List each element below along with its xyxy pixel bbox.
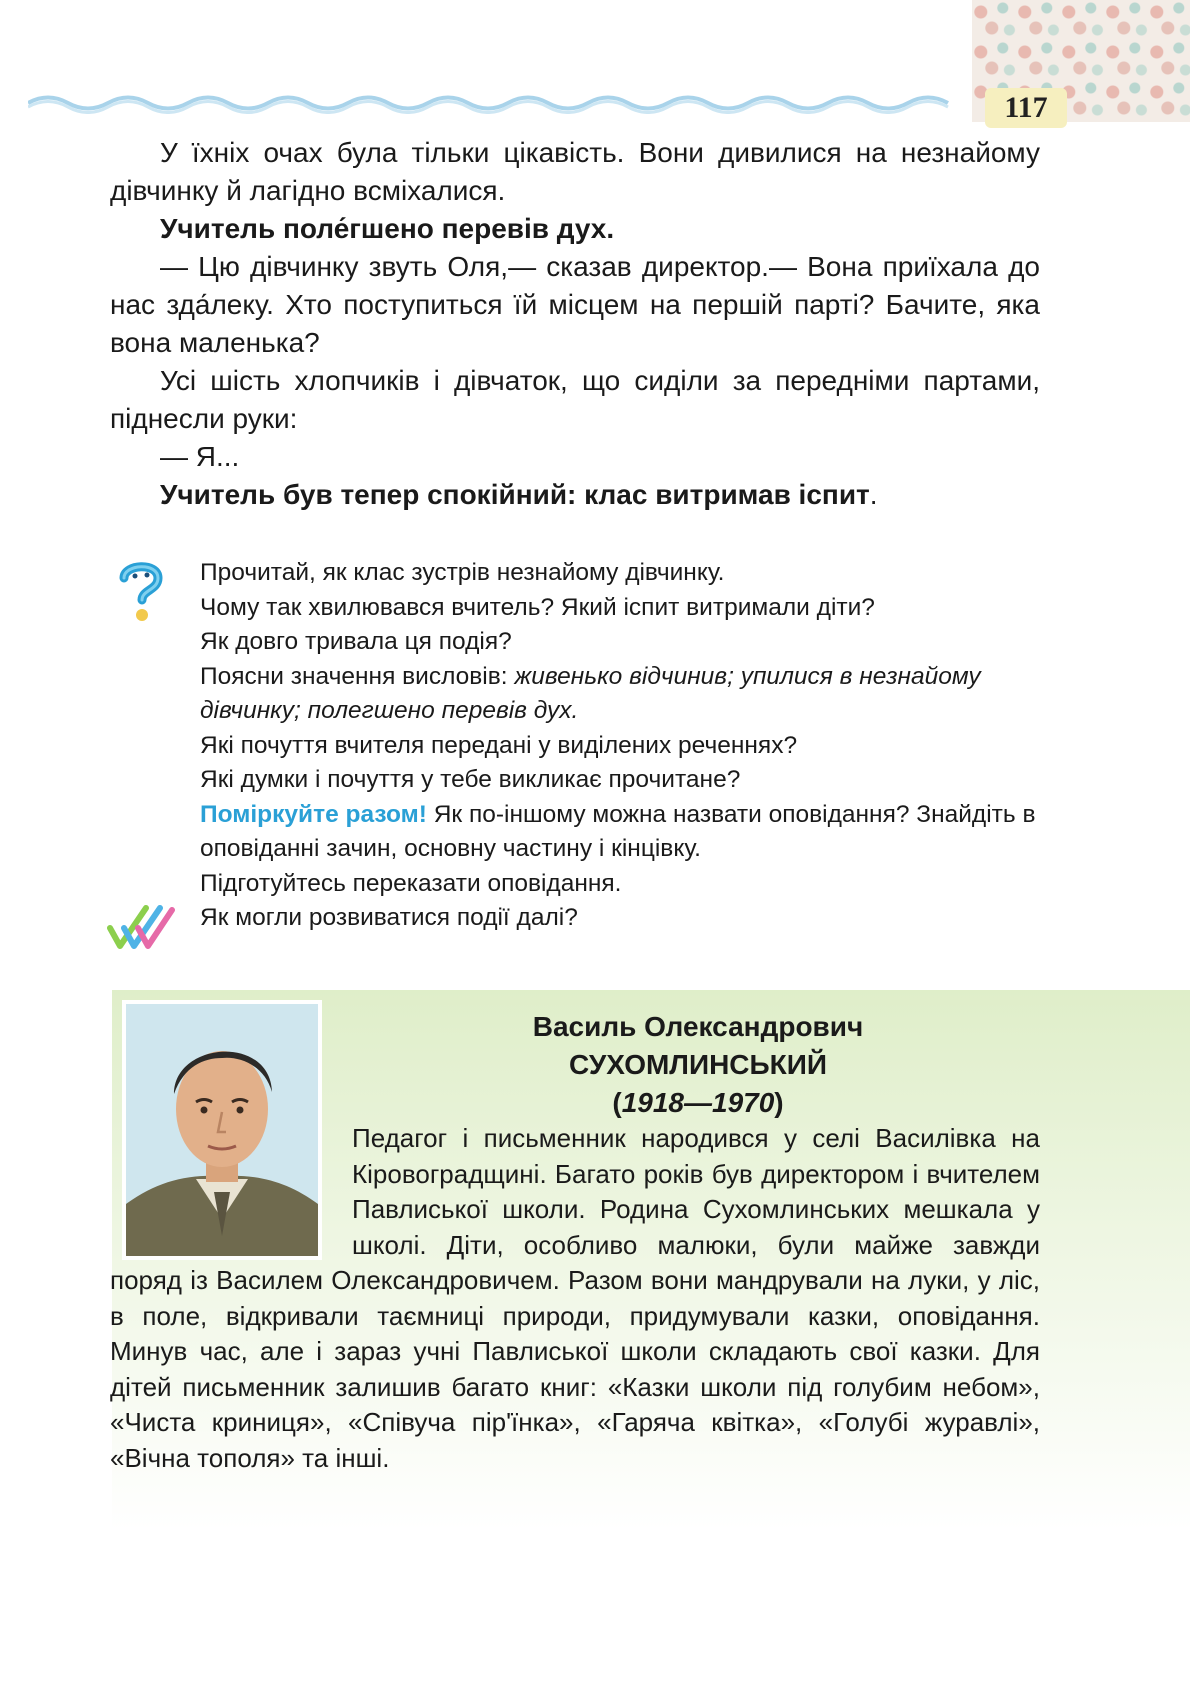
story-highlight-sentence: Учитель поле́гшено перевів дух.: [160, 213, 615, 244]
question-item: Чому так хвилювався вчитель? Який іспит витримали діти?: [200, 593, 875, 621]
question-mark-icon: [118, 560, 164, 624]
question-item: Підготуйтесь переказати оповідання.: [200, 869, 622, 897]
question-item: Як могли розвиватися події далі?: [200, 904, 578, 931]
question-item: Прочитай, як клас зустрів незнайому дівчинку.: [200, 559, 725, 586]
discuss-together-label: Поміркуйте разом!: [200, 800, 427, 828]
author-surname: СУХОМЛИНСЬКИЙ: [568, 1049, 827, 1080]
story-highlight-sentence: Учитель був тепер спокійний: клас витримав іспит.: [160, 479, 878, 510]
question-item: Поміркуйте разом! Як по-іншому можна назвати оповідання? Знайдіть в оповіданні зачин, основну частину і кінцівку.: [200, 800, 1036, 862]
check-marks-icon: [106, 902, 176, 952]
biography-text: [110, 1121, 1040, 1476]
story-text: [110, 134, 1040, 514]
author-heading: [348, 1008, 1048, 1122]
story-paragraph: У їхніх очах була тільки цікавість. Вони дивилися на незнайому дівчинку й лагідно всміхалися.: [110, 137, 1040, 206]
biography-paragraph: Педагог і письменник народився у селі Василівка на Кіровоградщині. Багато років був директором і вчителем Павлиської школи. Родина Сухомлинських мешкала у школі. Діти, особливо малюки, були майже завжди поряд із Василем Олександровичем. Разом вони мандрували на луки, у ліс, в поле, відкривали таємниці природи, придумували казки, оповідання. Минув час, але і зараз учні Павлиської школи складають свої казки. Для дітей письменник залишив багато книг: «Казки школи під голубим небом», «Чиста криниця», «Співуча пір'їнка», «Гаряча квітка», «Голубі журавлі», «Вічна тополя» та інші.: [110, 1123, 1040, 1473]
question-item: Як довго тривала ця подія?: [200, 628, 512, 655]
question-item: Які думки і почуття у тебе викликає прочитане?: [200, 766, 741, 793]
story-paragraph: — Я...: [160, 441, 240, 472]
question-item: Які почуття вчителя передані у виділених реченнях?: [200, 731, 798, 759]
author-years: (1918—1970): [612, 1087, 784, 1118]
question-item: Поясни значення висловів: живенько відчинив; упилися в незнайому дівчинку; полегшено перевів дух.: [200, 662, 981, 724]
story-paragraph: Усі шість хлопчиків і дівчаток, що сиділи за передніми партами, піднесли руки:: [110, 365, 1040, 434]
story-paragraph: — Цю дівчинку звуть Оля,— сказав директор.— Вона приїхала до нас зда́леку. Хто поступиться їй місцем на першій парті? Бачите, яка вона маленька?: [110, 251, 1040, 358]
author-name: Василь Олександрович: [532, 1011, 864, 1042]
wave-divider: [28, 92, 968, 114]
page-number: 117: [985, 88, 1067, 128]
questions-block: [200, 556, 1045, 936]
